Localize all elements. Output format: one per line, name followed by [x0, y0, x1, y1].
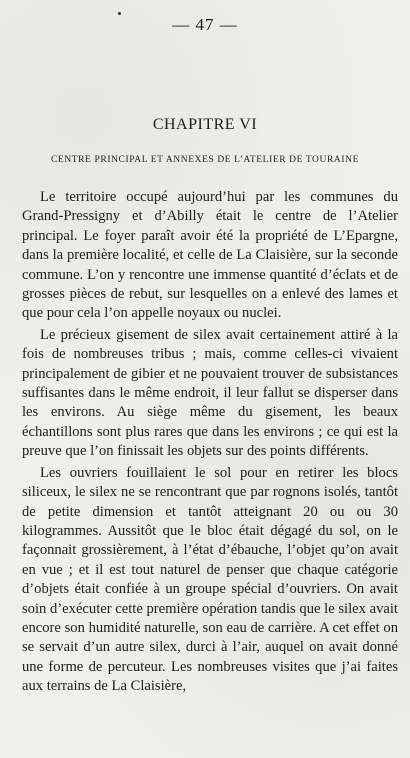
chapter-title: CHAPITRE VI — [152, 116, 258, 133]
page-number: — 47 — — [172, 15, 238, 34]
paragraph: Le territoire occupé aujourd’hui par les communes du Grand-Pressigny et d’Abilly était le centre de l’Atelier principal. Le foyer paraît avoir été la propriété de L’Epargne, dans la première localité, et celle de La Claisière, sur la seconde commune. L’on y rencontre une immense quantité d’éclats et de grosses pièces de rebut, sur lesquelles on a enlevé des lames et que pour cela l’on appelle noyaux ou nuclei. — [22, 189, 398, 322]
paragraph: Le précieux gisement de silex avait certainement attiré à la fois de nombreuses tribus ; mais, comme celles-ci vivaient principalement de gibier et ne pouvaient trouver de subsistances suffisantes dans le même endroit, il leur fallut se disperser dans les environs. Au siège même du gisement, les beaux échantillons sont plus rares que dans les environs ; ce qui est la preuve que l’on finissait les objets sur des points différents. — [22, 326, 398, 460]
paragraph: Les ouvriers fouillaient le sol pour en retirer les blocs siliceux, le silex ne se rencontrant que par rognons isolés, tantôt de petite dimension et tantôt atteignant 20 ou ou 30 kilogrammes. Aussitôt que le bloc était dégagé du sol, on le façonnait grossièrement, à l’état d’ébauche, l’objet qu’on avait en vue ; et il est tout naturel de penser que chaque catégorie d’objets était confiée à un groupe spécial d’ouvriers. On avait soin d’exécuter cette première opération tandis que le silex avait encore son humidité naturelle, son eau de carrière. A cet effet on se servait d’un autre silex, durci à l’air, auquel on avait donné une forme de percuteur. Les nombreuses visites que j’ai faites aux terrains de La Claisière, — [22, 464, 398, 695]
body-text — [22, 188, 398, 699]
section-title: CENTRE PRINCIPAL ET ANNEXES DE L’ATELIER DE TOURAINE — [50, 155, 360, 165]
